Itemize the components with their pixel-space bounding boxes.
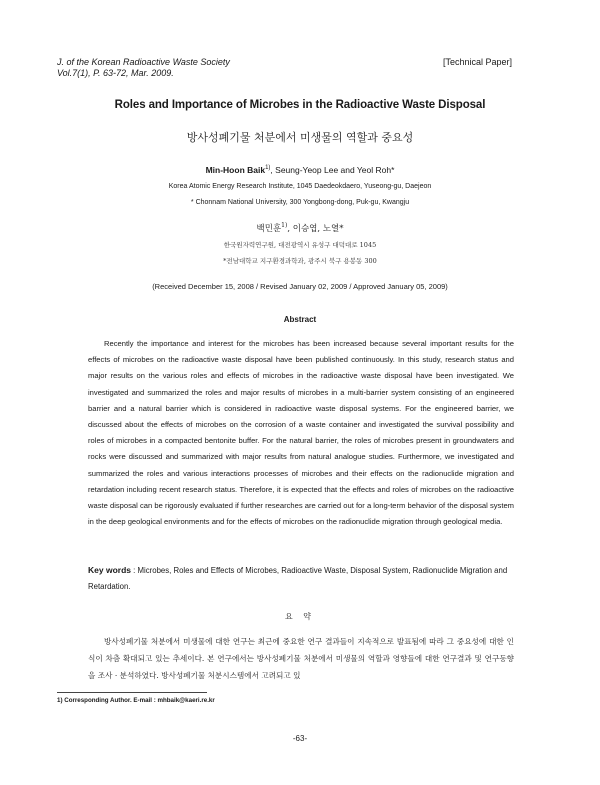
affiliation-2: * Chonnam National University, 300 Yongbong-dong, Puk-gu, Kwangju <box>190 199 410 206</box>
keywords <box>88 562 514 595</box>
other-authors-korean: , 이승엽, 노열* <box>287 224 344 234</box>
affiliation-1: Korea Atomic Energy Research Institute, 1045 Daedeokdaero, Yuseong-gu, Daejeon <box>168 183 432 190</box>
page-number: -63- <box>292 734 308 743</box>
first-author-korean-mark: 1) <box>281 222 288 230</box>
keywords-list: : Microbes, Roles and Effects of Microbes, Radioactive Waste, Disposal System, Radionuclide Migration and Retardation. <box>88 566 508 591</box>
affiliation-korean-2: *전남대학교 지구환경과학과, 광주시 북구 용봉동 300 <box>223 257 377 265</box>
author-line <box>0 165 600 175</box>
paper-type-label: [Technical Paper] <box>442 57 512 67</box>
korean-abstract-paragraph: 방사성폐기물 처분에서 미생물에 대한 연구는 최근에 중요한 연구 결과들이 지속적으로 발표됨에 따라 그 중요성에 대한 인식이 차츰 확대되고 있는 추세이다. 본 연구에서는 방사성폐기물 처분에서 미생물의 역할과 영향들에 대한 연구결과 및 연구동향을 조사 · 분석하였다. 방사성폐기물 처분시스템에서 고려되고 있 <box>88 637 514 680</box>
first-author-korean: 백민훈 <box>256 224 282 234</box>
first-author: Min-Hoon Baik <box>205 165 266 175</box>
korean-abstract-heading: 요 약 <box>285 612 315 621</box>
journal-volume: Vol.7(1), P. 63-72, Mar. 2009. <box>57 68 174 78</box>
author-line-korean <box>0 222 600 234</box>
first-author-mark: 1) <box>265 165 271 172</box>
footnote-divider <box>57 692 207 693</box>
abstract-heading: Abstract <box>283 315 317 324</box>
received-dates: (Received December 15, 2008 / Revised January 02, 2009 / Approved January 05, 2009) <box>152 282 448 291</box>
keywords-label: Key words <box>88 565 131 575</box>
other-authors: , Seung-Yeop Lee and Yeol Roh* <box>270 165 395 175</box>
abstract-paragraph: Recently the importance and interest for the microbes has been increased because several important results for the effects of microbes on the radioactive waste disposal have been published continuously. In this study, research status and major results on the various roles and effects of microbes in the radioactive waste disposal have been investigated. We investigated and summarized the roles and major results of microbes in a multi-barrier system consisting of an engineered barrier and a natural barrier which is considered in radioactive waste disposal systems. For the engineered barrier, we discussed about the effects of microbes on the corrosion of a waste container and investigated the survival possibility and roles of microbes in a compacted bentonite buffer. For the natural barrier, the roles of microbes present in groundwaters and rocks were discussed and summarized with major results from natural analogue studies. Furthermore, we investigated and summarized the roles and various interactions processes of microbes and their effects on the radionuclide migration and retardation including recent research status. Therefore, it is expected that the effects and roles of microbes on the radioactive waste disposal can be rigorously evaluated if further researches are carried out for a long-term behavior of the disposal system in the deep geological environments and for the effects of microbes on the radionuclide migration through geological media. <box>88 339 514 527</box>
korean-abstract-body <box>88 633 514 684</box>
journal-name: J. of the Korean Radioactive Waste Society <box>57 57 230 67</box>
abstract-body <box>88 336 514 530</box>
paper-title-korean: 방사성폐기물 처분에서 미생물의 역할과 중요성 <box>186 131 414 144</box>
affiliation-korean-1: 한국원자력연구원, 대전광역시 유성구 대덕대로 1045 <box>223 241 377 249</box>
corresponding-author-footnote: 1) Corresponding Author. E-mail : mhbaik@kaeri.re.kr <box>57 697 215 704</box>
paper-title: Roles and Importance of Microbes in the Radioactive Waste Disposal <box>114 99 486 111</box>
journal-citation <box>57 57 230 79</box>
